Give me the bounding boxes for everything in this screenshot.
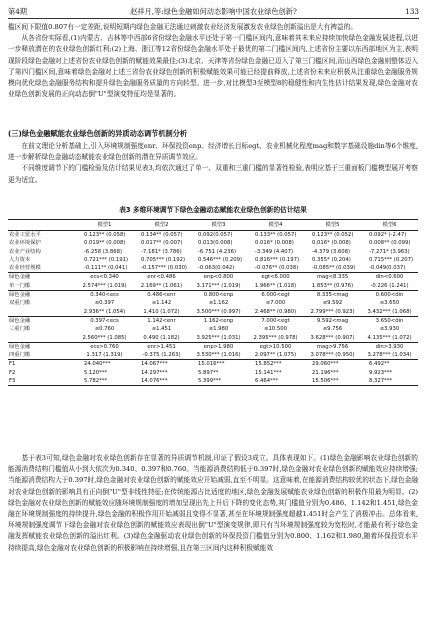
table-row [8, 231, 418, 240]
table-cell: 6.492** [361, 360, 418, 369]
table-cell: 21.196*** [312, 369, 339, 376]
table-cell: 2.560*** (1.085) [82, 334, 127, 341]
table-cell: 0.092* (-2.47) [369, 232, 407, 238]
table-row [8, 342, 418, 351]
row-label: 绿色金融 [8, 273, 76, 282]
column-header [8, 220, 76, 231]
table-cell: 0.008** (0.099) [369, 240, 411, 247]
table-cell: 5.120*** [84, 369, 108, 376]
table-cell: 6.464*** [247, 377, 304, 386]
table-cell: 0.397<ecs [76, 316, 133, 325]
table-cell: 2.468** (0.980) [254, 308, 297, 315]
paragraph: 从各省份实际看,(1)内蒙古、吉林等中西部6省份绿色金融水平还处于第一门槛区间内,意味着其未来应持续加快绿色金融发展进程,以进一步释放潜在的农业绿色创新红利;(2)上海、浙江等12省份绿色金融水平处于最优的第二门槛区间内,上述省份主要以东西部地区为主,表明现阶段绿色金融对上述省份农业绿色创新的赋能效果最佳;(3)北京、天津等省份绿色金融已迈入了第三门槛区间,而山西绿色金融则整体迈入了第四门槛区间,意味着绿色金融对上述三省份农业绿色创新的积极赋能效果可能已经提前释放,上述省份未来应积极从注重绿色金融服务规模向优化绿色金融服务结构和提升绿色金融服务质量的方向转型。进一步,对比模型3至模型8的稳健性和内生性估计结果发现,绿色金融对农业绿色创新发展的正向动态倒"U"型演变特征均是显著的。 [8, 34, 418, 99]
table-cell: 0.019** (0.008) [84, 240, 126, 247]
table-row [8, 377, 418, 386]
table-cell: enp<0.800 [190, 273, 247, 282]
table-cell: 2.169** (1.061) [140, 282, 183, 289]
row-label: 绿色金融 [8, 316, 76, 325]
table-cell: 29.060*** [304, 360, 361, 369]
column-header: 模型1 [97, 221, 112, 228]
table-row [8, 282, 418, 291]
intro-text [8, 22, 418, 100]
table-cell: 1.317 (1.319) [86, 352, 123, 359]
running-title: 赵祥月,等:绿色金融如何动态影响中国农业绿色创新? [130, 7, 297, 16]
table-cell: 0.490 (1.182) [143, 334, 180, 341]
table-cell: ≤1.142 [151, 300, 172, 307]
table-cell: 2.799*** (0.923) [310, 308, 355, 315]
table-cell: 1.853** (0.976) [311, 282, 354, 289]
table-row [8, 239, 418, 247]
table-cell: -7.181* (3.786) [141, 248, 182, 255]
table-cell: ecs>0.760 [76, 342, 133, 351]
row-label: 绿色金融 [8, 291, 76, 300]
row-label: 农业环境保护 [9, 240, 41, 247]
table-cell: 0.013(0.008) [198, 240, 233, 247]
table-cell: 2.395*** (0.978) [253, 334, 298, 341]
paragraph: 在前文理论分析基础上,引入环境规制强度enr、环保投资enp、经济增长目标egt、农业机械化程度mag和数字基础设施din等6个维度,进一步解析绿色金融动态赋能农业绿色创新的潜在异质调节效应。 [8, 142, 418, 162]
row-label [8, 308, 76, 317]
page-number: 133 [405, 7, 419, 16]
paragraph: 不同维度调节下的门槛检验及估计结果见表3,均依次通过了单一、双重和三重门槛的显著性检验,表明应基于三重面板门槛模型展开考察更为适宜。 [8, 164, 418, 184]
table-cell: enp>1.980 [190, 342, 247, 351]
table-cell: 1.410 (1.072) [143, 308, 180, 315]
table-cell: 0.600<din [361, 291, 418, 300]
table-cell: 3.432*** (1.068) [367, 308, 412, 315]
table-cell: enr>1.451 [133, 342, 190, 351]
table-cell: 0.016* (0.008) [255, 240, 294, 247]
table-cell: 2.574*** (1.019) [82, 282, 127, 289]
table-cell: ≤3.930 [379, 326, 400, 333]
table-cell: 15.506*** [304, 377, 361, 386]
table-row [8, 248, 418, 256]
table-cell: 0.092(0.057) [198, 232, 233, 238]
table-cell: 0.546*** (0.209) [198, 256, 243, 263]
table-cell: 4.135*** (1.072) [367, 334, 412, 341]
row-label: 农业产业结构 [9, 248, 41, 255]
row-label: 农业工贸水平 [9, 232, 41, 238]
table-cell: 2.936** (1.054) [83, 308, 126, 315]
table-cell: 14.067*** [133, 360, 190, 369]
table-cell: -0.049(0.037) [369, 265, 406, 272]
table-cell: -0.111** (0.041) [84, 265, 128, 272]
column-header: 模型4 [268, 221, 283, 228]
table-cell: 3.078*** (0.950) [310, 352, 355, 359]
table-cell: ≤10.500 [264, 326, 287, 333]
issue-number: 第4期 [8, 7, 27, 16]
table-cell: 0.134** (0.057) [141, 232, 183, 238]
table-cell: egt>10.500 [247, 342, 304, 351]
table-cell: egt<6.000 [247, 273, 304, 282]
page-header [8, 5, 419, 19]
table-cell: -0.226 (1.241) [370, 282, 409, 289]
table-cell: 14.076*** [133, 377, 190, 386]
table-cell: 3.171*** (1.019) [196, 282, 241, 289]
table-cell: 0.016* (0.008) [312, 240, 351, 247]
table-cell: enr<0.486 [133, 273, 190, 282]
row-label: F1 [8, 360, 76, 369]
table-cell: -0.375 (1.263) [142, 352, 181, 359]
table-row [8, 308, 418, 317]
table-cell: 0.340<ecs [76, 291, 133, 300]
table-cell: 0.816*** (0.197) [255, 256, 300, 263]
table-cell: 1.162<enp [190, 316, 247, 325]
table-cell: ≤9.592 [322, 300, 343, 307]
row-label [8, 334, 76, 343]
row-label: 人力资本 [9, 256, 31, 263]
row-label: F3 [8, 377, 76, 386]
table-cell: 0.800<enp [190, 291, 247, 300]
table-row [8, 351, 418, 360]
table-cell: 3.650<din [361, 316, 418, 325]
table-cell: 2.097** (1.075) [254, 352, 297, 359]
table-cell: 5.399*** [190, 377, 247, 386]
table-cell: 15.016*** [190, 360, 247, 369]
table-cell: mag>9.756 [304, 342, 361, 351]
column-header: 模型5 [325, 221, 340, 228]
table-row [8, 316, 418, 325]
table-row [8, 256, 418, 264]
table-cell: -0.063(0.042) [198, 265, 235, 272]
table-cell: 3.628*** (0.907) [310, 334, 355, 341]
regression-table [8, 219, 418, 386]
table-cell: 7.000<egt [247, 316, 304, 325]
column-header: 模型3 [211, 221, 226, 228]
table-cell: -0.085** (0.039) [312, 265, 356, 272]
table-cell: ≤3.650 [379, 300, 400, 307]
table-cell: 1.966** (1.018) [254, 282, 297, 289]
table-row [8, 299, 418, 307]
table-cell: 0.123** (0.052) [312, 232, 354, 238]
section-heading: (三)绿色金融赋能农业绿色创新的异质动态调节机制分析 [8, 129, 188, 138]
table-cell: ≤7.000 [265, 300, 286, 307]
table-cell: -3.349 (4.407) [255, 248, 294, 255]
table-cell: 0.715*** (0.207) [369, 256, 414, 263]
table-cell: 6.000<egt [247, 291, 304, 300]
table-cell: 15.852*** [247, 360, 304, 369]
table-cell: ≤0.760 [94, 326, 115, 333]
table-cell: -0.076** (0.038) [255, 265, 299, 272]
table-cell: 14.297*** [141, 369, 168, 376]
table-cell: ≤0.397 [94, 300, 115, 307]
table-cell: 3.925*** (1.031) [196, 334, 241, 341]
table-cell: 0.133** (0.057) [255, 232, 297, 238]
table-row [8, 291, 418, 300]
table-cell: 0.721*** (0.191) [84, 256, 129, 263]
paragraph: 基于表3可知,绿色金融对农业绿色创新存在显著的异质调节机制,印证了假设3成立。具体表现如下。(1)绿色金融影响农业绿色创新的能源消费结构门槛值从小到大依次为0.340、0.397和0.760。当能源消费结构低于0.397时,绿色金融对农业绿色创新的赋能效应持续增强;当能源消费结构大于0.397时,绿色金融对农业绿色创新的赋能效应开始减弱,直至不明显。这意味着,在能源消费结构较优的状态下,绿色金融对农业绿色创新的影响具有正向倒"U"型非线性特征;在传统能源占比适度的地区,绿色金融发展赋能农业绿色创新的积极作用最为明显。(2)绿色金融对农业绿色创新的赋能效应随环境规制强度的增加呈现出先上升后下降的变化态势,其门槛值分别为0.486、1.142和1.451,绿色金融在环境规制强度的持续提升,绿色金融的积极作用开始减弱且变得不显著,甚至在环境规制强度超越1.451时会产生了消极冲击。总体看来,环境规制强度调节下绿色金融对农业绿色创新的赋能效应表现出倒"U"型演变规律,即只有当环境规制强度较为宽松时,才能最有利于绿色金融发挥赋能农业绿色创新的溢出红利。(3)绿色金融驱动农业绿色创新的环保投资门槛值分别为0.800、1.162和1.980,随着环保投资水平持续提高,绿色金融对农业绿色创新的积极影响在持续增强,且在第三区间内这种积极赋能效 [8, 454, 418, 552]
table-cell: 0.355* (0.204) [312, 256, 351, 263]
table-cell: 0.017** (0.007) [141, 240, 183, 247]
table-cell: 8.335<mag [304, 291, 361, 300]
column-header: 模型2 [154, 221, 169, 228]
table-cell: 5.897** [198, 369, 219, 376]
table-cell: ≤1.162 [208, 300, 229, 307]
table-cell: -4.379 (3.608) [312, 248, 351, 255]
table-cell: 9.923*** [369, 369, 393, 376]
table-row [8, 325, 418, 333]
table-cell: 5.782*** [76, 377, 133, 386]
table-cell: mag<8.335 [304, 273, 361, 282]
table-cell: 0.486<enr [133, 291, 190, 300]
column-header: 模型6 [382, 221, 397, 228]
table-cell: 9.592<mag [304, 316, 361, 325]
row-label: 四重门槛 [9, 352, 31, 359]
table-cell: 15.141*** [255, 369, 282, 376]
table-cell: ≤1.980 [208, 326, 229, 333]
table-cell: din<0.600 [361, 273, 418, 282]
table-cell: ≤1.451 [151, 326, 172, 333]
table-cell: ≤9.756 [322, 326, 343, 333]
row-label: 三重门槛 [9, 326, 31, 333]
table-cell: ecs<0.340 [76, 273, 133, 282]
table-cell: 0.705*** (0.192) [141, 256, 186, 263]
table-row [8, 369, 418, 377]
table-row [8, 273, 418, 282]
row-label: F2 [9, 369, 16, 376]
table-cell: 24.040*** [76, 360, 133, 369]
table-cell: -6.258 (3.868) [84, 248, 123, 255]
table-cell: -7.271* (3.963) [369, 248, 410, 255]
table-row [8, 360, 418, 369]
table-row [8, 334, 418, 343]
table-cell: -0.157*** (0.030) [141, 265, 188, 272]
table-cell: -6.751 (4.236) [198, 248, 237, 255]
table-cell: 0.123** (0.058) [84, 232, 126, 238]
table-cell: din>3.930 [361, 342, 418, 351]
table-cell: 3.500*** (0.997) [196, 308, 241, 315]
table-cell: 3.278*** (1.034) [367, 352, 412, 359]
table-cell: 3.530*** (1.016) [196, 352, 241, 359]
row-label: 双重门槛 [9, 300, 31, 307]
table-header-row [8, 220, 418, 231]
table-cell: 1.142<enr [133, 316, 190, 325]
row-label: 单一门槛 [9, 282, 31, 289]
table-cell: 8.327*** [361, 377, 418, 386]
discussion-text [8, 453, 418, 554]
table-caption: 表3 多维环境调节下绿色金融动态赋能农业绿色创新的估计结果 [119, 206, 307, 214]
row-label: 绿色金融 [8, 342, 76, 351]
table-row [8, 264, 418, 273]
section-text [8, 141, 418, 186]
paragraph: 槛区间下限值0.807有一定差距,说明短期内绿色金融无法通过刺激农业经济发展激发农业绿色创新溢出是大有裨益的。 [8, 23, 357, 31]
row-label: 农业经营规模 [9, 265, 41, 272]
